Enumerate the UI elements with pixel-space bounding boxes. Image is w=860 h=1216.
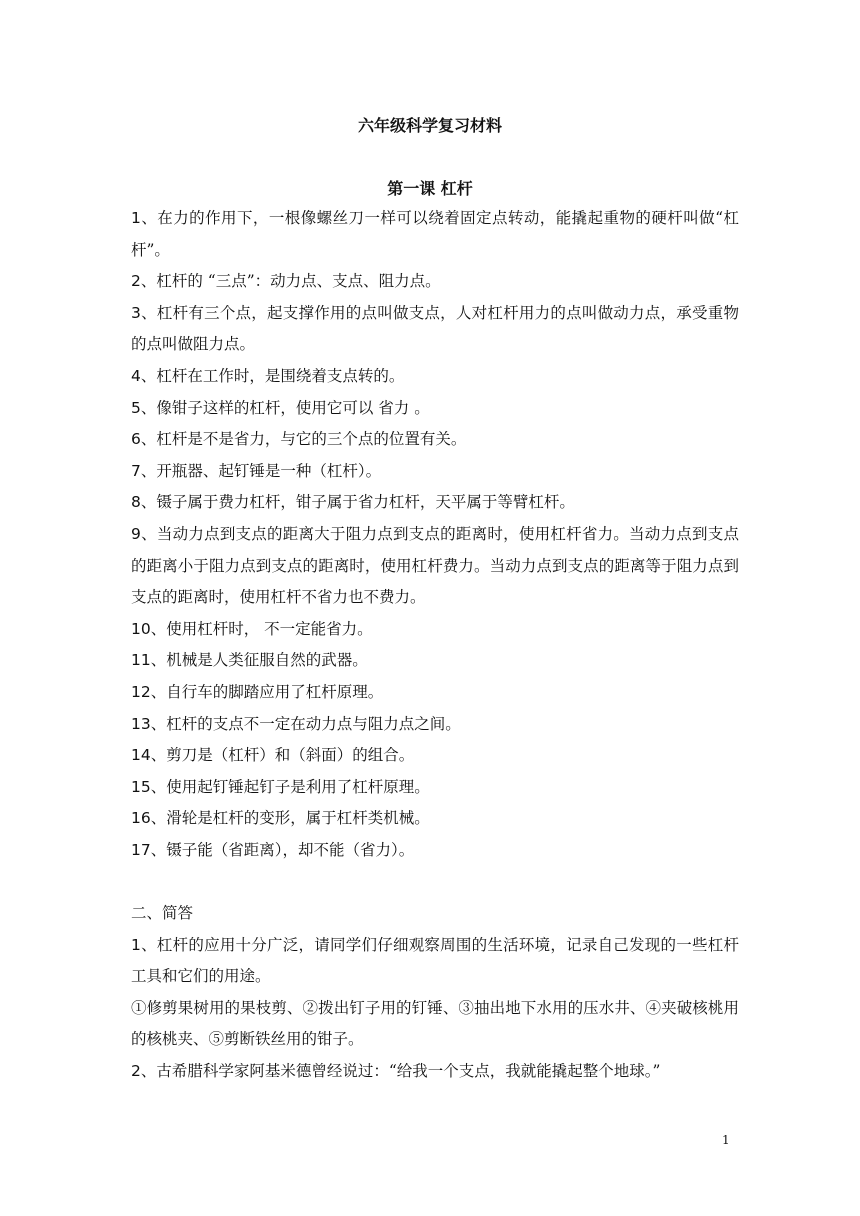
item-number: 9 — [131, 524, 141, 543]
item-text: 、剪刀是（杠杆）和（斜面）的组合。 — [150, 746, 415, 765]
item-text: 、像钳子这样的杠杆，使用它可以 省力 。 — [140, 398, 430, 417]
item-text: 、自行车的脚踏应用了杠杆原理。 — [150, 682, 384, 701]
item-text: 、杠杆的 “三点”：动力点、支点、阻力点。 — [140, 272, 441, 291]
item-text: 、杠杆在工作时，是围绕着支点转的。 — [140, 366, 405, 385]
item-text: 、开瓶器、起钉锤是一种（杠杆）。 — [140, 461, 382, 480]
list-item — [131, 614, 739, 646]
item-text: 、当动力点到支点的距离大于阻力点到支点的距离时，使用杠杆省力。当动力点到支点的距离小于阻力点到支点的距离时，使用杠杆费力。当动力点到支点的距离等于阻力点到支点的距离时，使用杠杆不省力也不费力。 — [131, 524, 739, 607]
item-text: 、杠杆的应用十分广泛，请同学们仔细观察周围的生活环境，记录自己发现的一些杠杆工具和它们的用途。 — [131, 935, 739, 986]
item-number: 13 — [131, 714, 151, 733]
list-item — [131, 740, 739, 772]
item-number: 2 — [131, 1062, 141, 1081]
list-item — [131, 393, 739, 425]
item-text: 、使用杠杆时， 不一定能省力。 — [150, 619, 373, 638]
list-item — [131, 487, 739, 519]
item-number: 7 — [131, 461, 141, 480]
item-text: 、杠杆有三个点，起支撑作用的点叫做支点，人对杠杆用力的点叫做动力点，承受重物的点叫做阻力点。 — [131, 303, 739, 354]
lesson-title: 第一课 杠杆 — [387, 179, 473, 198]
item-text: 、在力的作用下，一根像螺丝刀一样可以绕着固定点转动，能撬起重物的硬杆叫做“杠杆”。 — [131, 209, 739, 259]
short-answer-list — [131, 930, 739, 1088]
document-body — [131, 203, 739, 1088]
list-item — [131, 645, 739, 677]
item-number: 4 — [131, 366, 141, 385]
list-item — [131, 203, 739, 266]
item-text: 、机械是人类征服自然的武器。 — [150, 651, 368, 670]
list-item — [131, 835, 739, 867]
item-text: 、镊子能（省距离），却不能（省力）。 — [150, 840, 415, 859]
list-item — [131, 1056, 739, 1088]
page-number: 1 — [722, 1133, 730, 1147]
list-item — [131, 677, 739, 709]
item-text: 、滑轮是杠杆的变形，属于杠杆类机械。 — [150, 809, 430, 828]
list-item — [131, 361, 739, 393]
list-item — [131, 456, 739, 488]
section-spacer — [131, 866, 739, 898]
list-item — [131, 519, 739, 614]
list-item — [131, 772, 739, 804]
document-title: 六年级科学复习材料 — [357, 116, 502, 135]
list-item — [131, 803, 739, 835]
item-number: 14 — [131, 746, 151, 765]
item-number: 11 — [131, 651, 151, 670]
section-heading: 二、简答 — [131, 904, 194, 923]
item-number: 17 — [131, 840, 151, 859]
list-item — [131, 709, 739, 741]
list-item — [131, 424, 739, 456]
item-number: 16 — [131, 809, 151, 828]
list-item — [131, 993, 739, 1056]
item-number: 6 — [131, 430, 141, 449]
item-text: 、杠杆是不是省力，与它的三个点的位置有关。 — [140, 430, 467, 449]
item-number: 15 — [131, 777, 151, 796]
item-text: 、古希腊科学家阿基米德曾经说过：“给我一个支点，我就能撬起整个地球。” — [140, 1062, 661, 1081]
item-number: 3 — [131, 303, 141, 322]
list-item — [131, 298, 739, 361]
item-number: 10 — [131, 619, 151, 638]
fact-list — [131, 203, 739, 866]
item-number: 5 — [131, 398, 141, 417]
item-text: 、镊子属于费力杠杆，钳子属于省力杠杆，天平属于等臂杠杆。 — [140, 493, 575, 512]
item-number: 8 — [131, 493, 141, 512]
item-text: ①修剪果树用的果枝剪、②拨出钉子用的钉锤、③抽出地下水用的压水井、④夹破核桃用的核桃夹、⑤剪断铁丝用的钳子。 — [131, 998, 739, 1049]
list-item — [131, 266, 739, 298]
item-number: 1 — [131, 209, 141, 227]
item-number: 1 — [131, 935, 141, 954]
item-text: 、使用起钉锤起钉子是利用了杠杆原理。 — [150, 777, 430, 796]
item-number: 2 — [131, 272, 141, 291]
item-text: 、杠杆的支点不一定在动力点与阻力点之间。 — [150, 714, 461, 733]
item-number: 12 — [131, 682, 151, 701]
list-item — [131, 930, 739, 993]
